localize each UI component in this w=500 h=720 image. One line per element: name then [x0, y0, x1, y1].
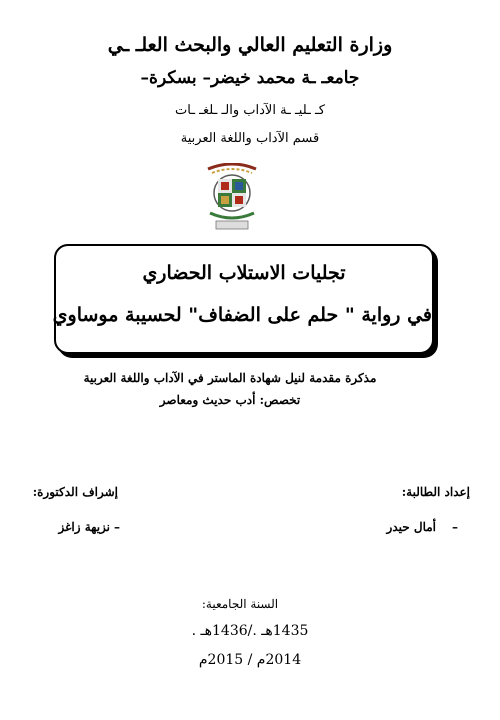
- faculty-name: كـ ـليـ ـة الآداب والـ ـلغـ ـات: [175, 103, 325, 118]
- title-line-2: في رواية " حلم على الضفاف" لحسيبة موساوي: [52, 304, 432, 326]
- supervisor-name: نزيهة زاغز: [58, 520, 110, 534]
- specialty-line: تخصص: أدب حديث ومعاصر: [159, 393, 301, 407]
- student-name: أمال حيدر: [386, 520, 436, 534]
- supervisor-label: إشراف الدكتورة:: [32, 485, 118, 499]
- university-logo: [204, 163, 260, 235]
- thesis-description: مذكرة مقدمة لنيل شهادة الماستر في الآداب واللغة العربية: [83, 371, 377, 385]
- title-line-1: تجليات الاستلاب الحضاري: [142, 262, 346, 284]
- department-name: قسم الآداب واللغة العربية: [180, 131, 320, 146]
- gregorian-year: 2014م / 2015م: [198, 652, 302, 668]
- thesis-title-box: [54, 244, 434, 354]
- student-dash: –: [452, 520, 458, 534]
- academic-year-label: السنة الجامعية:: [201, 597, 279, 611]
- university-name: جامعـ ـة محمد خيضر– بسكرة–: [140, 68, 360, 88]
- ministry-name: وزارة التعليم العالي والبحث العلـ ـي: [107, 34, 393, 56]
- supervisor-dash: –: [114, 520, 120, 534]
- hijri-year: 1435هـ ./1436هـ .: [191, 623, 309, 639]
- prepared-by-label: إعداد الطالبة:: [401, 485, 470, 499]
